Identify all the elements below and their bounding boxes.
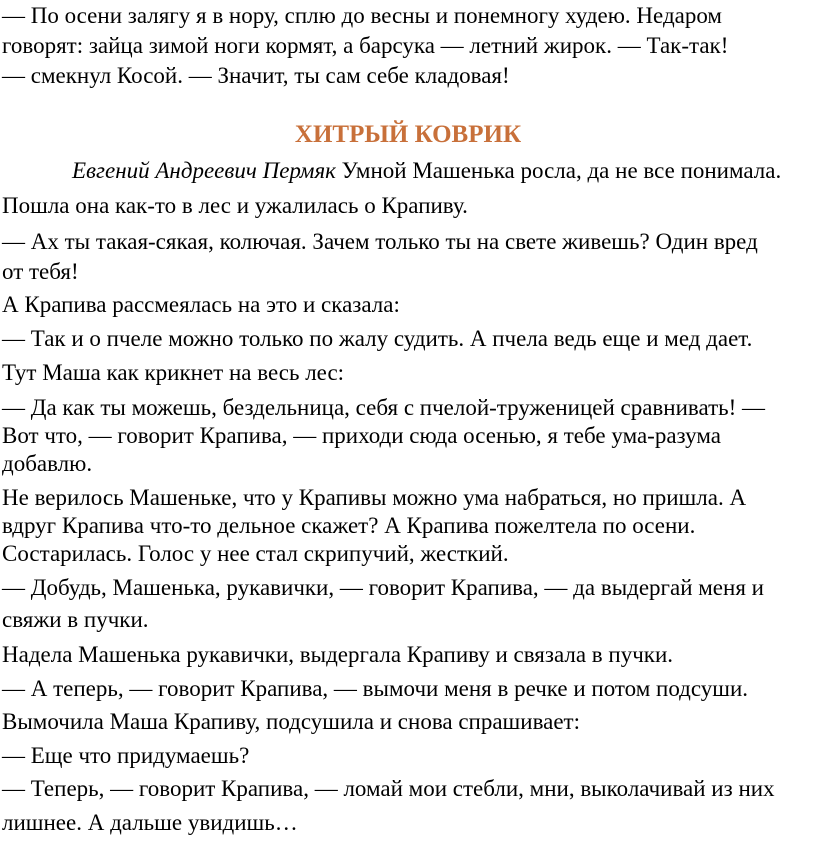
story-line-12: Состарилась. Голос у нее стал скрипучий, жесткий.	[2, 541, 509, 566]
story-line-7: — Да как ты можешь, бездельница, себя с пчелой-труженицей сравнивать! —	[2, 395, 766, 420]
story-first-line-text: Умной Машенька росла, да не все понимала.	[335, 158, 782, 183]
author-name: Евгений Андреевич Пермяк	[72, 158, 336, 183]
story-first-line	[72, 156, 781, 186]
story-line-2: — Ах ты такая-сякая, колючая. Зачем только ты на свете живешь? Один вред	[2, 229, 758, 254]
story-line-16: — А теперь, — говорит Крапива, — вымочи меня в речке и потом подсуши.	[2, 676, 749, 701]
story-line-10: Не верилось Машеньке, что у Крапивы можно ума набраться, но пришла. А	[2, 485, 747, 510]
story-line-13: — Добудь, Машенька, рукавички, — говорит Крапива, — да выдергай меня и	[2, 575, 764, 600]
intro-line-2: говорят: зайца зимой ноги кормят, а барсука — летний жирок. — Так-так!	[2, 33, 729, 58]
story-line-6: Тут Маша как крикнет на весь лес:	[2, 360, 345, 385]
story-line-19: — Теперь, — говорит Крапива, — ломай мои стебли, мни, выколачивай из них	[2, 776, 775, 801]
story-line-8: Вот что, — говорит Крапива, — приходи сюда осенью, я тебе ума-разума	[2, 423, 721, 448]
story-line-9: добавлю.	[2, 451, 93, 476]
story-line-17: Вымочила Маша Крапиву, подсушила и снова спрашивает:	[2, 709, 580, 734]
story-line-14: свяжи в пучки.	[2, 607, 149, 632]
intro-line-1: — По осени залягу я в нору, сплю до весны и понемногу худею. Недаром	[2, 3, 722, 28]
story-line-20: лишнее. А дальше увидишь…	[2, 810, 298, 835]
story-line-15: Надела Машенька рукавички, выдергала Крапиву и связала в пучки.	[2, 642, 674, 667]
story-line-18: — Еще что придумаешь?	[2, 743, 250, 768]
story-line-11: вдруг Крапива что-то дельное скажет? А Крапива пожелтела по осени.	[2, 513, 696, 538]
intro-line-3: — смекнул Косой. — Значит, ты сам себе кладовая!	[2, 63, 510, 88]
story-title: ХИТРЫЙ КОВРИК	[294, 121, 522, 148]
story-line-3: от тебя!	[2, 259, 79, 284]
story-line-4: А Крапива рассмеялась на это и сказала:	[2, 292, 400, 317]
story-line-5: — Так и о пчеле можно только по жалу судить. А пчела ведь еще и мед дает.	[2, 326, 753, 351]
story-line-1: Пошла она как-то в лес и ужалилась о Крапиву.	[2, 193, 468, 218]
